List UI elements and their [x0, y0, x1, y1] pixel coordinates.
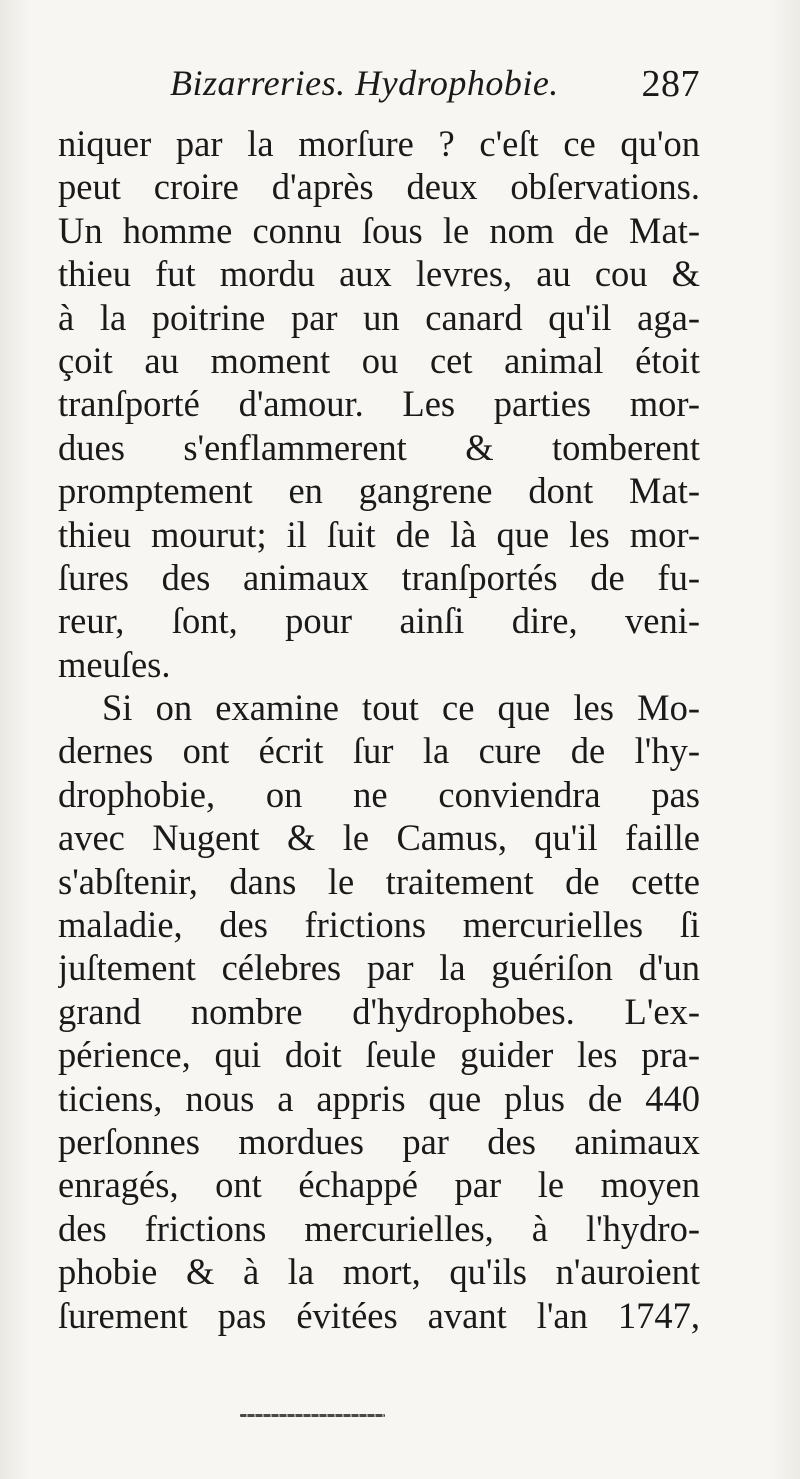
running-title: Bizarreries. Hydrophobie. — [170, 63, 559, 103]
paragraph-first-line: Si on examine tout ce que les Mo- — [102, 687, 700, 729]
text-line: s'abſtenir, dans le traitement de cette — [58, 860, 700, 902]
bottom-rule — [240, 1414, 385, 1417]
text-line: grand nombre d'hydrophobes. L'ex- — [58, 990, 700, 1032]
text-line: ticiens, nous a appris que plus de 440 — [58, 1077, 700, 1119]
text-line: drophobie, on ne conviendra pas — [58, 773, 700, 815]
page-number: 287 — [641, 63, 700, 105]
running-head — [170, 62, 700, 106]
text-line: ſures des animaux tranſportés de fu- — [58, 556, 700, 598]
text-line: juſtement célebres par la guériſon d'un — [58, 947, 700, 989]
text-line: des frictions mercurielles, à l'hydro- — [58, 1207, 700, 1249]
text-line: dues s'enflammerent & tomberent — [58, 426, 700, 468]
text-line: çoit au moment ou cet animal étoit — [58, 339, 700, 381]
text-line: reur, ſont, pour ainſi dire, veni- — [58, 600, 700, 642]
text-line: Un homme connu ſous le nom de Mat- — [58, 209, 700, 251]
text-line: à la poitrine par un canard qu'il aga- — [58, 296, 700, 338]
text-line: phobie & à la mort, qu'ils n'auroient — [58, 1251, 700, 1293]
text-line: périence, qui doit ſeule guider les pra- — [58, 1034, 700, 1076]
body-text — [58, 122, 700, 1337]
text-line: niquer par la morſure ? c'eſt ce qu'on — [58, 123, 700, 164]
text-line: dernes ont écrit ſur la cure de l'hy- — [58, 730, 700, 772]
text-line: peut croire d'après deux obſervations. — [58, 166, 700, 208]
text-line: tranſporté d'amour. Les parties mor- — [58, 383, 700, 425]
text-line: ſurement pas évitées avant l'an 1747, — [58, 1294, 700, 1336]
text-line: promptement en gangrene dont Mat- — [58, 470, 700, 512]
text-line: enragés, ont échappé par le moyen — [58, 1164, 700, 1206]
text-line: thieu mourut; il ſuit de là que les mor- — [58, 513, 700, 555]
text-line: meuſes. — [58, 643, 171, 685]
text-line: perſonnes mordues par des animaux — [58, 1120, 700, 1162]
text-line: thieu fut mordu aux levres, au cou & — [58, 253, 700, 295]
text-line: maladie, des frictions mercurielles ſi — [58, 904, 700, 946]
text-line: avec Nugent & le Camus, qu'il faille — [58, 817, 700, 859]
